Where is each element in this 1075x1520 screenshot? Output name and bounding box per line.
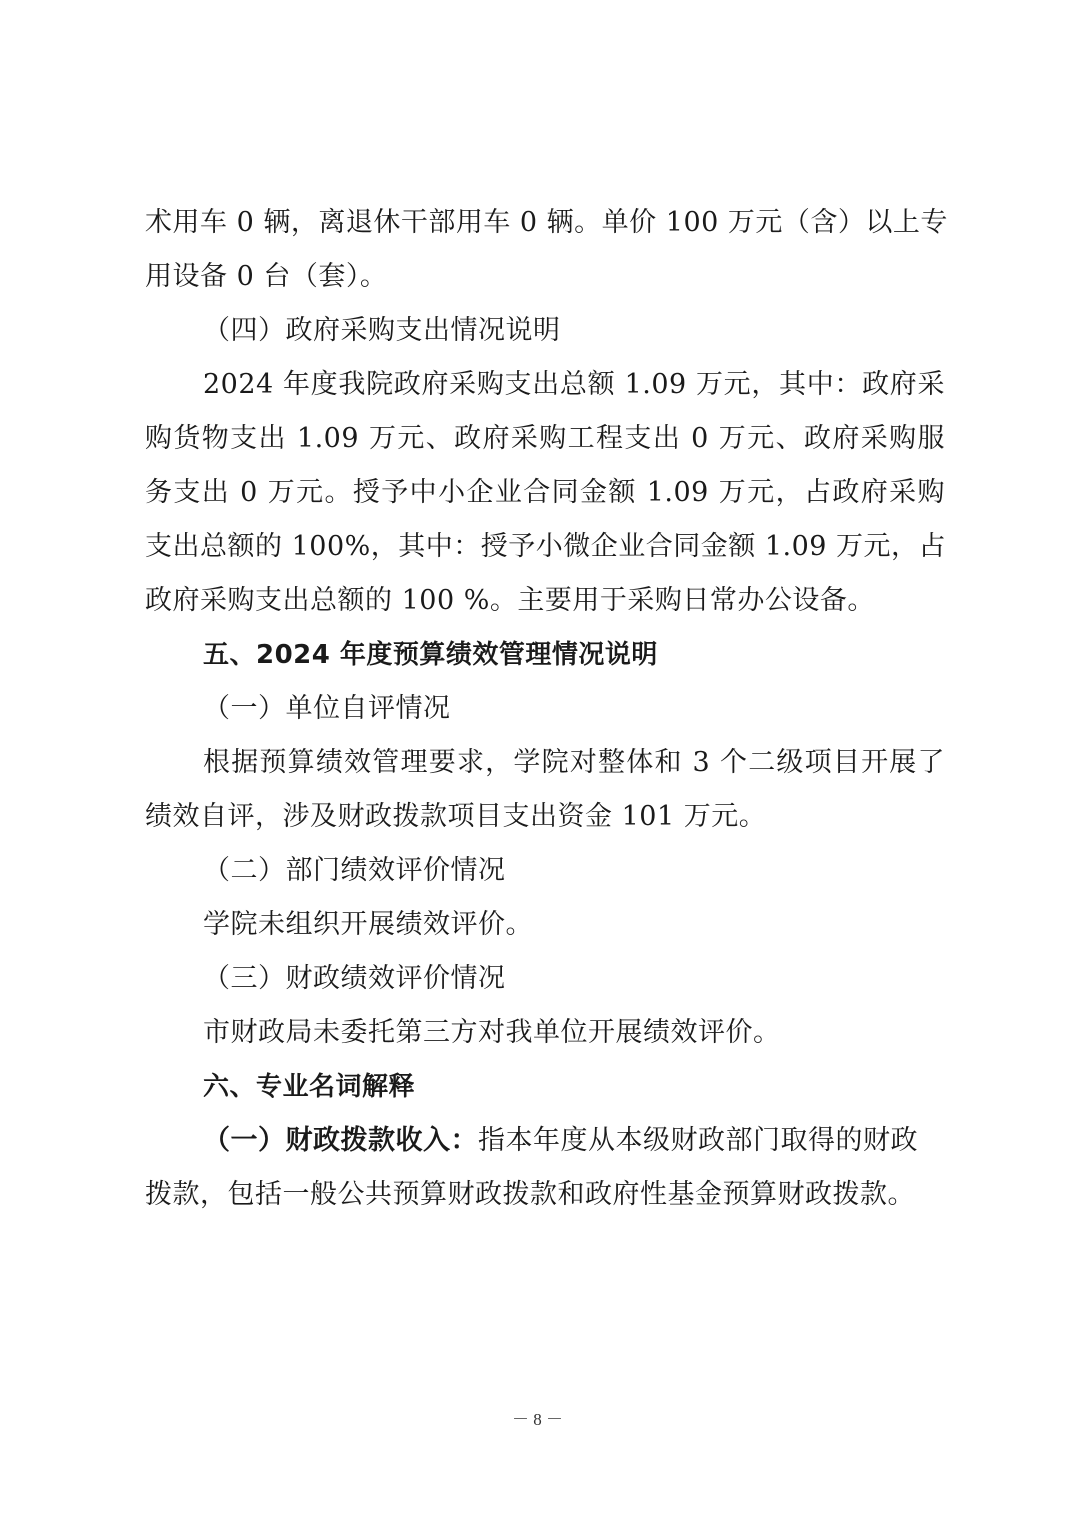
paragraph-line: 政府采购支出总额的 100 %。主要用于采购日常办公设备。 (145, 585, 875, 616)
paragraph-line: 购货物支出 1.09 万元、政府采购工程支出 0 万元、政府采购服 (145, 423, 945, 454)
page-number: － 8 － (512, 1410, 563, 1429)
paragraph-line: 术用车 0 辆，离退休干部用车 0 辆。单价 100 万元（含）以上专 (145, 207, 948, 238)
paragraph-line: 用设备 0 台（套）。 (145, 261, 388, 292)
section-heading: 六、专业名词解释 (203, 1072, 416, 1102)
subsection-heading: （三）财政绩效评价情况 (203, 963, 506, 994)
term-label: （一）财政拨款收入： (203, 1125, 478, 1156)
term-definition-line (203, 1121, 945, 1161)
paragraph-line: 拨款，包括一般公共预算财政拨款和政府性基金预算财政拨款。 (145, 1179, 915, 1210)
paragraph-line: 务支出 0 万元。授予中小企业合同金额 1.09 万元，占政府采购 (145, 477, 945, 508)
paragraph-line: 支出总额的 100%，其中：授予小微企业合同金额 1.09 万元，占 (145, 531, 947, 562)
paragraph-line: 学院未组织开展绩效评价。 (203, 909, 533, 940)
paragraph-line: 2024 年度我院政府采购支出总额 1.09 万元，其中：政府采 (203, 369, 945, 400)
paragraph-line: 绩效自评，涉及财政拨款项目支出资金 101 万元。 (145, 801, 767, 832)
paragraph-line: 根据预算绩效管理要求，学院对整体和 3 个二级项目开展了 (203, 747, 945, 778)
subsection-heading: （二）部门绩效评价情况 (203, 855, 506, 886)
subsection-heading: （一）单位自评情况 (203, 693, 451, 724)
subsection-heading: （四）政府采购支出情况说明 (203, 315, 561, 346)
term-definition: 指本年度从本级财政部门取得的财政 (478, 1125, 918, 1156)
section-heading: 五、2024 年度预算绩效管理情况说明 (203, 640, 658, 670)
paragraph-line: 市财政局未委托第三方对我单位开展绩效评价。 (203, 1017, 781, 1048)
